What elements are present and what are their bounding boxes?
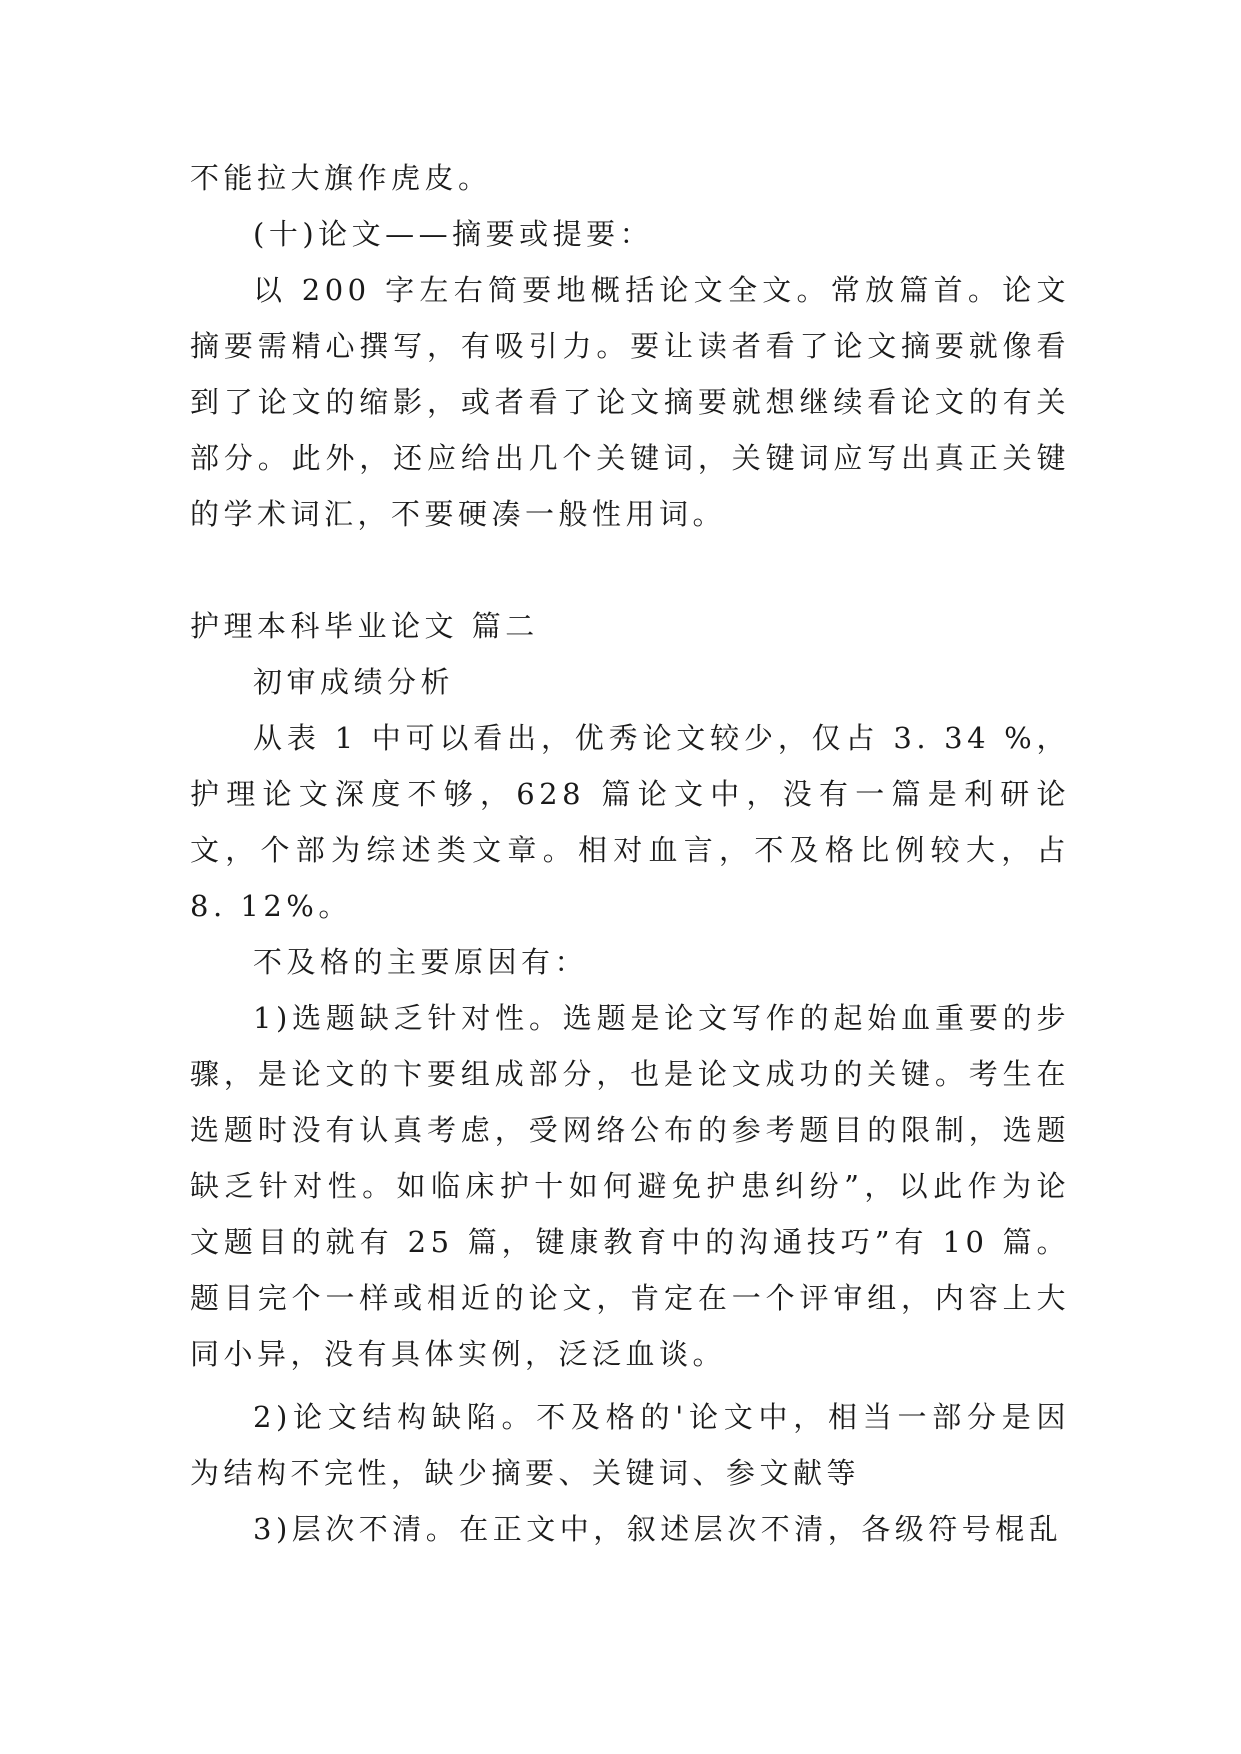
paragraph-fail-reasons-intro: 不及格的主要原因有：: [253, 945, 589, 979]
article-heading: 护理本科毕业论文 篇二: [190, 609, 539, 643]
document-page: [190, 150, 1070, 1557]
paragraph-table-analysis: 从表 1 中可以看出，优秀论文较少，仅占 3. 34 %，护理论文深度不够，628 篇论文中，没有一篇是利研论文，个部为综述类文章。相对血言，不及格比例较大，占 8. 12%。: [190, 721, 1070, 923]
list-item-reason-2: 2)论文结构缺陷。不及格的'论文中，相当一部分是因为结构不完性，缺少摘要、关键词、参文献等: [190, 1400, 1070, 1490]
list-item-reason-3: 3)层次不清。在正文中，叙述层次不清，各级符号棍乱: [253, 1512, 1063, 1546]
paragraph-continuation: 不能拉大旗作虎皮。: [190, 161, 492, 195]
section-heading-abstract: (十)论文——摘要或提要：: [253, 217, 654, 251]
list-item-reason-1: 1)选题缺乏针对性。选题是论文写作的起始血重要的步骤，是论文的卞要组成部分，也是论文成功的关键。考生在选题时没有认真考虑，受网络公布的参考题目的限制，选题缺乏针对性。如临床护十如何避免护患纠纷”，以此作为论文题目的就有 25 篇，键康教育中的沟通技巧”有 10 篇。题目完个一样或相近的论文，肯定在一个评审组，内容上大同小异，没有具体实例，泛泛血谈。: [190, 1001, 1070, 1371]
paragraph-abstract-description: 以 200 字左右简要地概括论文全文。常放篇首。论文摘要需精心撰写，有吸引力。要让读者看了论文摘要就像看到了论文的缩影，或者看了论文摘要就想继续看论文的有关部分。此外，还应给出几个关键词，关键词应写出真正关键的学术词汇，不要硬凑一般性用词。: [190, 273, 1070, 531]
subheading-initial-review: 初审成绩分析: [253, 665, 455, 699]
